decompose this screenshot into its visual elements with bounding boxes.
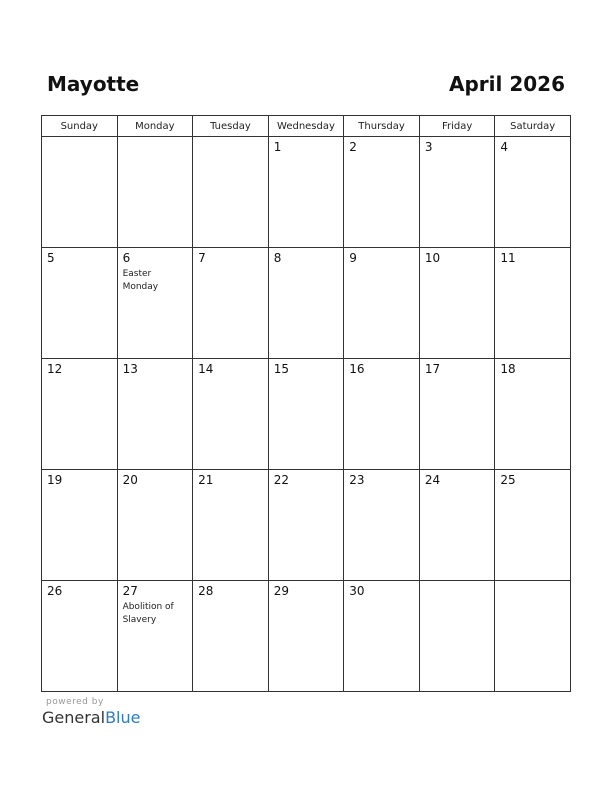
week-row <box>42 248 571 359</box>
day-number: 21 <box>198 473 214 487</box>
day-cell <box>193 359 269 470</box>
day-cell <box>344 137 420 248</box>
week-row <box>42 470 571 581</box>
country-title: Mayotte <box>47 72 140 96</box>
day-number: 7 <box>198 251 206 265</box>
day-cell <box>193 137 269 248</box>
day-cell <box>42 581 118 692</box>
day-cell <box>419 137 495 248</box>
day-number: 14 <box>198 362 214 376</box>
day-cell <box>419 359 495 470</box>
day-number: 13 <box>122 362 138 376</box>
generalblue-logo[interactable] <box>42 708 140 728</box>
day-cell <box>117 581 193 692</box>
day-cell <box>42 137 118 248</box>
weekday-header: Friday <box>419 116 495 137</box>
day-cell <box>117 248 193 359</box>
day-number: 15 <box>273 362 289 376</box>
day-cell <box>117 137 193 248</box>
day-number: 10 <box>424 251 441 265</box>
day-cell <box>193 470 269 581</box>
weekday-header: Wednesday <box>268 116 344 137</box>
day-cell <box>495 581 571 692</box>
holiday-label: Abolition of Slavery <box>122 602 174 625</box>
day-cell <box>495 248 571 359</box>
day-number: 29 <box>273 584 289 598</box>
calendar-grid <box>41 115 571 692</box>
day-number: 25 <box>500 473 516 487</box>
day-cell <box>495 470 571 581</box>
day-number: 22 <box>273 473 289 487</box>
day-cell <box>344 470 420 581</box>
day-cell <box>268 137 344 248</box>
day-cell <box>42 359 118 470</box>
day-number: 23 <box>349 473 365 487</box>
day-number: 19 <box>47 473 63 487</box>
day-cell <box>344 581 420 692</box>
day-number: 4 <box>500 140 509 154</box>
day-cell <box>268 470 344 581</box>
day-cell <box>419 470 495 581</box>
day-number: 16 <box>349 362 365 376</box>
day-number: 27 <box>122 584 138 598</box>
weekday-header: Tuesday <box>193 116 269 137</box>
day-cell <box>268 581 344 692</box>
day-number: 28 <box>198 584 214 598</box>
day-cell <box>344 359 420 470</box>
day-cell <box>495 359 571 470</box>
day-number: 12 <box>47 362 63 376</box>
weekday-header-row <box>42 116 571 137</box>
weekday-header: Sunday <box>42 116 118 137</box>
day-number: 24 <box>424 473 441 487</box>
day-cell <box>419 248 495 359</box>
powered-by-text: powered by <box>46 697 104 707</box>
brand-name-part2: Blue <box>105 708 141 727</box>
weekday-header: Saturday <box>495 116 571 137</box>
day-number: 2 <box>349 140 357 154</box>
day-number: 17 <box>424 362 441 376</box>
day-cell <box>42 470 118 581</box>
day-number: 20 <box>122 473 138 487</box>
day-number: 18 <box>500 362 516 376</box>
weekday-header: Thursday <box>344 116 420 137</box>
day-number: 8 <box>273 251 282 265</box>
day-cell <box>344 248 420 359</box>
brand-name-part1: General <box>42 708 106 727</box>
day-cell <box>268 359 344 470</box>
weekday-header: Monday <box>117 116 193 137</box>
day-cell <box>495 137 571 248</box>
day-number: 30 <box>349 584 365 598</box>
day-cell <box>419 581 495 692</box>
week-row <box>42 359 571 470</box>
day-number: 11 <box>500 251 516 265</box>
day-number: 26 <box>47 584 63 598</box>
day-cell <box>268 248 344 359</box>
day-cell <box>42 248 118 359</box>
day-number: 6 <box>122 251 131 265</box>
day-number: 5 <box>47 251 55 265</box>
month-year-title: April 2026 <box>449 72 565 96</box>
day-number: 3 <box>424 140 433 154</box>
day-cell <box>193 248 269 359</box>
day-cell <box>193 581 269 692</box>
day-number: 9 <box>349 251 357 265</box>
week-row <box>42 137 571 248</box>
day-cell <box>117 359 193 470</box>
holiday-label: Easter Monday <box>122 269 159 292</box>
day-cell <box>117 470 193 581</box>
week-row <box>42 581 571 692</box>
day-number: 1 <box>273 140 282 154</box>
